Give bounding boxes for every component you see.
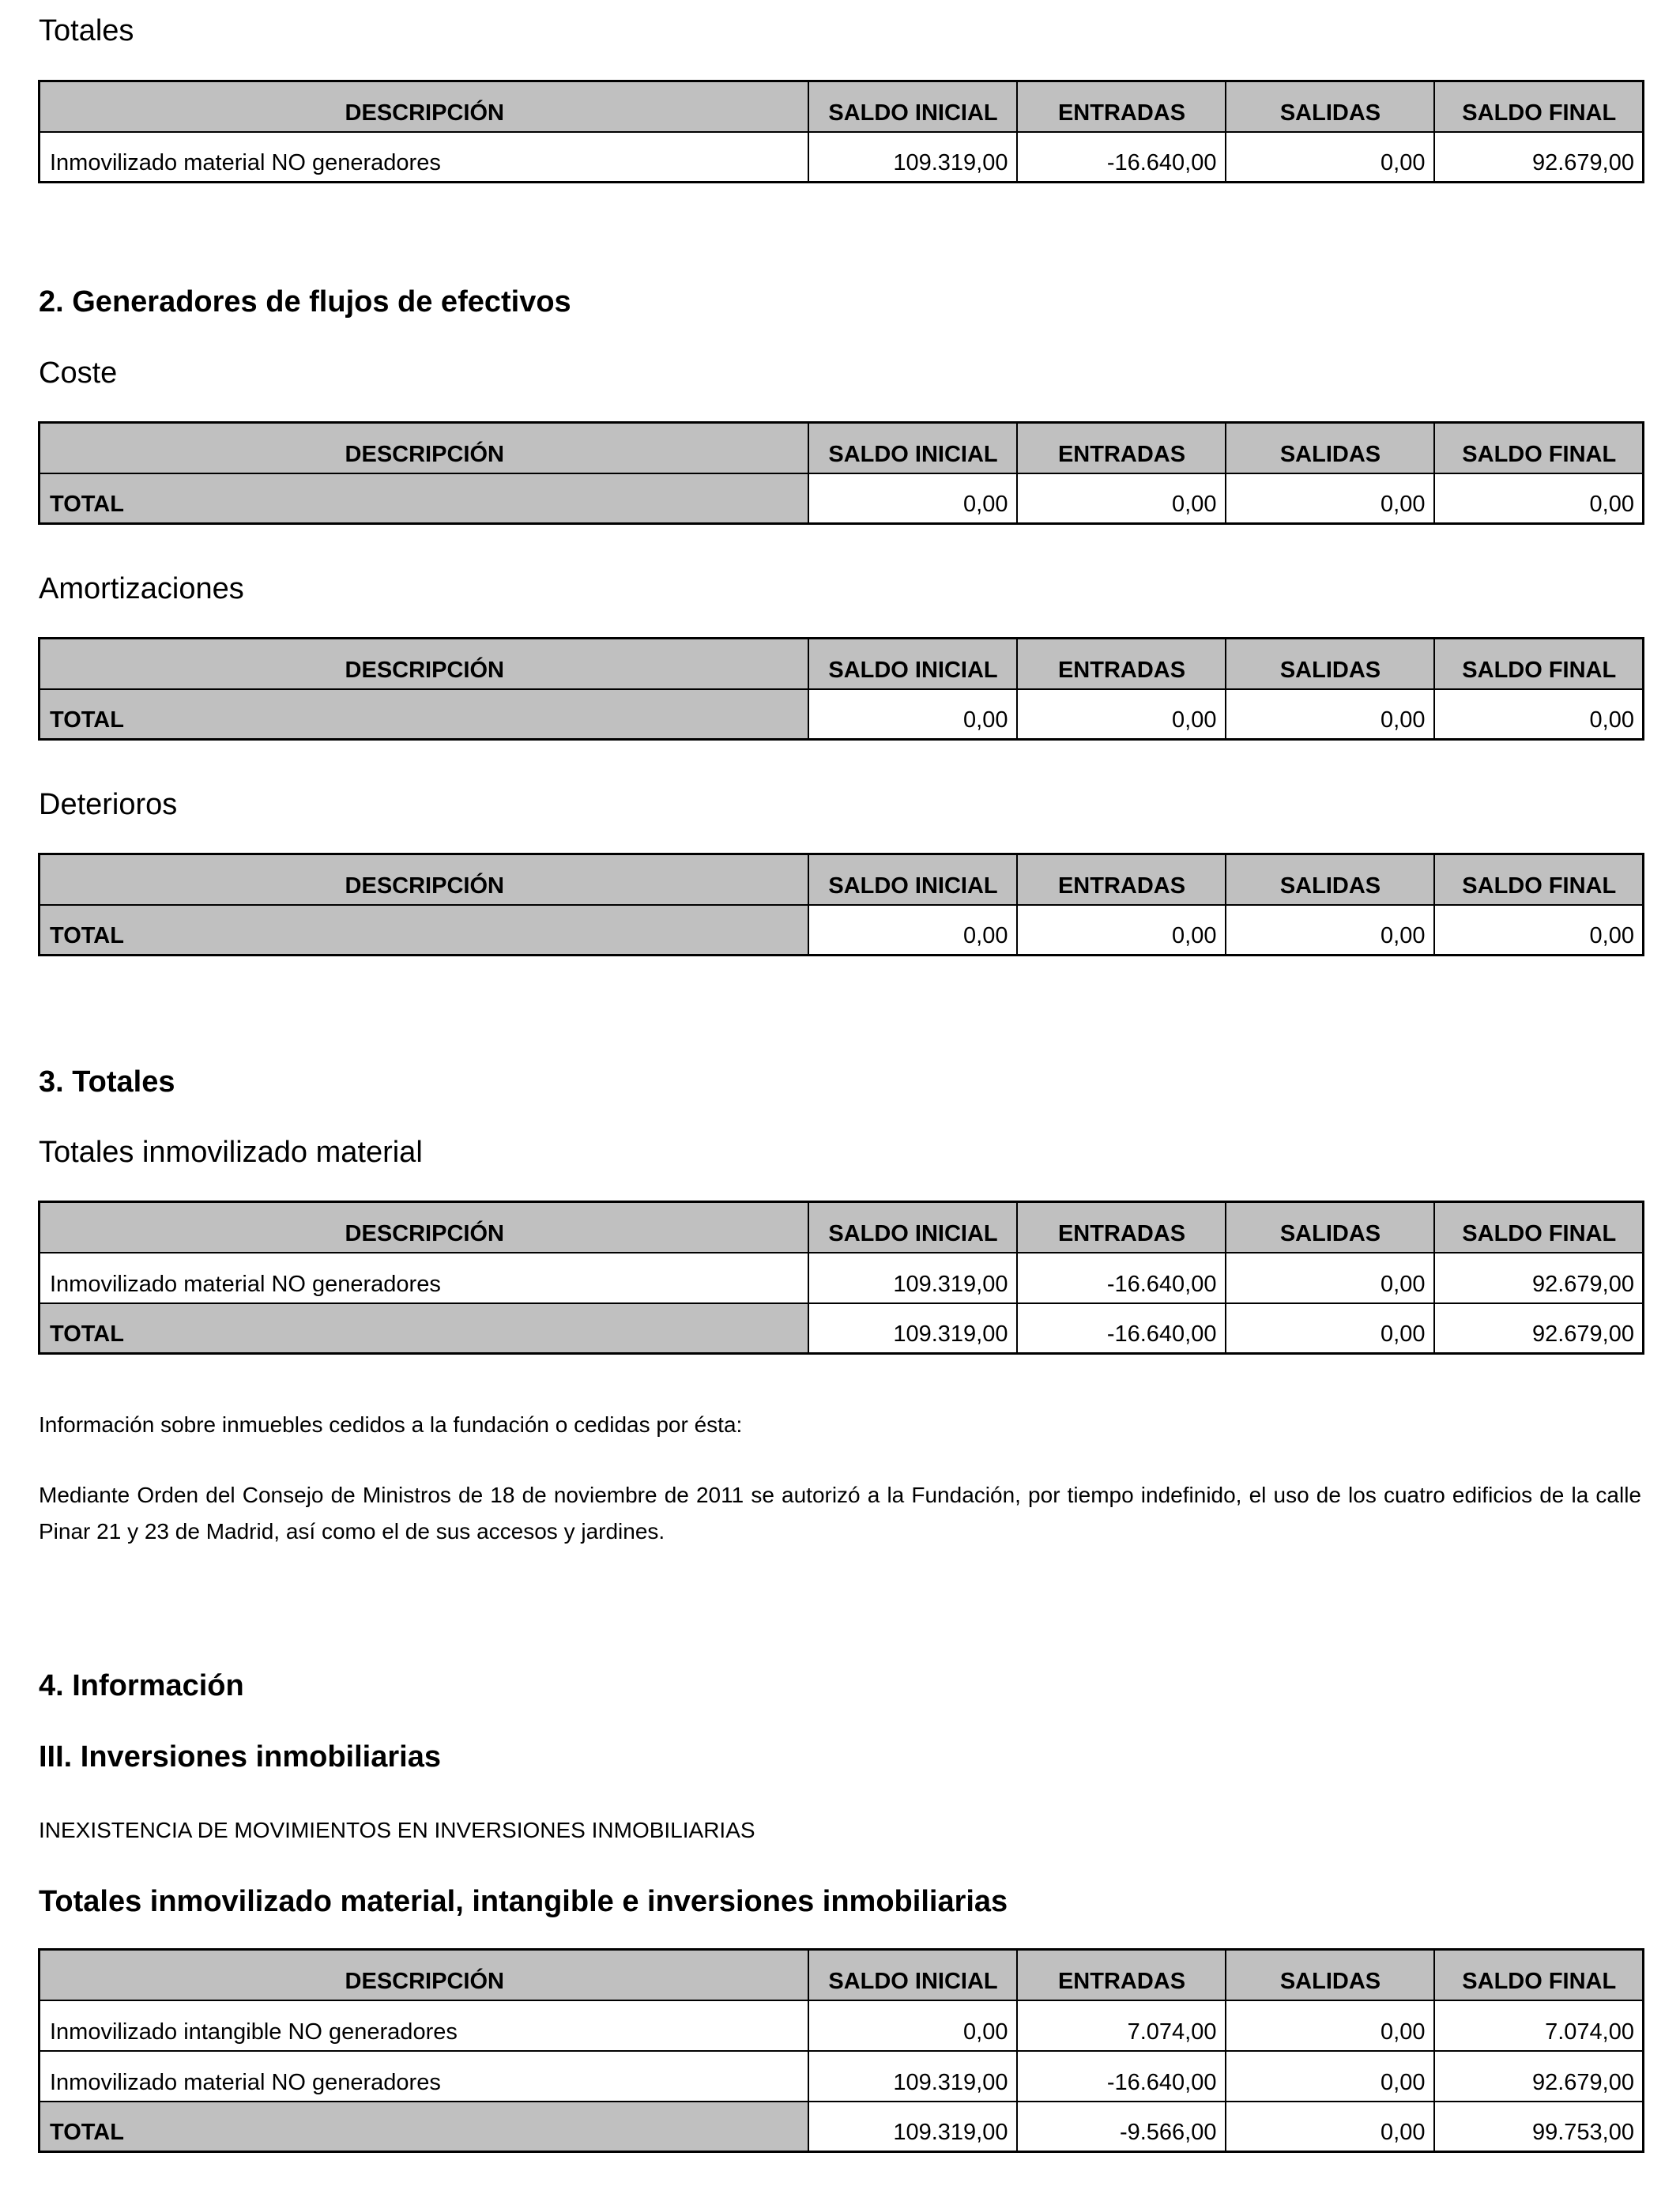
info-text: Mediante Orden del Consejo de Ministros de 18 de noviembre de 2011 se autorizó a la Fundación, por tiempo indefinido, el uso de los cuatro edificios de la calle Pinar 21 y 23 de Madrid, así como el de sus accesos y jardines.: [39, 1483, 1641, 1544]
col-saldo-inicial-header: SALDO INICIAL: [808, 81, 1017, 132]
total-row: [40, 2102, 1644, 2152]
col-saldo-final-header: SALDO FINAL: [1434, 81, 1644, 132]
header-row: [40, 854, 1644, 905]
col-entradas-header: ENTRADAS: [1017, 1202, 1226, 1253]
col-saldo-inicial-cell: 0,00: [808, 2000, 1017, 2051]
table-row: [40, 2000, 1644, 2051]
totales-inmovilizado-title: Totales inmovilizado material: [39, 1136, 423, 1169]
table-amortizaciones: [38, 637, 1644, 741]
col-descripcion-header: DESCRIPCIÓN: [40, 423, 808, 473]
col-entradas-cell: -16.640,00: [1017, 132, 1226, 183]
col-descripcion-cell: Inmovilizado material NO generadores: [40, 132, 808, 183]
col-salidas-header: SALIDAS: [1226, 1950, 1434, 2000]
col-descripcion-cell: Inmovilizado material NO generadores: [40, 1253, 808, 1303]
col-saldo-final-header: SALDO FINAL: [1434, 1202, 1644, 1253]
col-salidas-cell: 0,00: [1226, 1303, 1434, 1354]
table-row: [40, 132, 1644, 183]
col-saldo-inicial-cell: 109.319,00: [808, 1253, 1017, 1303]
info-label: Información sobre inmuebles cedidos a la fundación o cedidas por ésta:: [39, 1412, 743, 1437]
col-salidas-cell: 0,00: [1226, 132, 1434, 183]
col-saldo-final-cell: 0,00: [1434, 905, 1644, 956]
section-3-heading: 3. Totales: [39, 1065, 175, 1099]
col-salidas-header: SALIDAS: [1226, 854, 1434, 905]
col-saldo-inicial-header: SALDO INICIAL: [808, 639, 1017, 689]
col-saldo-final-header: SALDO FINAL: [1434, 854, 1644, 905]
table-totales-inmovilizado: [38, 1201, 1644, 1355]
deterioros-title: Deterioros: [39, 788, 178, 821]
col-descripcion-cell: Inmovilizado intangible NO generadores: [40, 2000, 808, 2051]
col-salidas-header: SALIDAS: [1226, 639, 1434, 689]
section-4-heading: 4. Información: [39, 1669, 244, 1702]
col-saldo-final-cell: 92.679,00: [1434, 132, 1644, 183]
col-descripcion-cell: TOTAL: [40, 473, 808, 524]
col-descripcion-header: DESCRIPCIÓN: [40, 1202, 808, 1253]
col-saldo-final-header: SALDO FINAL: [1434, 1950, 1644, 2000]
col-saldo-final-cell: 0,00: [1434, 689, 1644, 740]
col-entradas-cell: -16.640,00: [1017, 1253, 1226, 1303]
col-saldo-inicial-cell: 109.319,00: [808, 132, 1017, 183]
col-salidas-header: SALIDAS: [1226, 1202, 1434, 1253]
col-saldo-inicial-header: SALDO INICIAL: [808, 854, 1017, 905]
col-descripcion-cell: Inmovilizado material NO generadores: [40, 2051, 808, 2102]
col-entradas-header: ENTRADAS: [1017, 423, 1226, 473]
col-saldo-final-cell: 99.753,00: [1434, 2102, 1644, 2152]
table-row: [40, 2051, 1644, 2102]
col-saldo-inicial-cell: 0,00: [808, 689, 1017, 740]
col-descripcion-header: DESCRIPCIÓN: [40, 81, 808, 132]
col-saldo-inicial-cell: 109.319,00: [808, 2102, 1017, 2152]
col-entradas-header: ENTRADAS: [1017, 1950, 1226, 2000]
col-entradas-cell: 7.074,00: [1017, 2000, 1226, 2051]
header-row: [40, 639, 1644, 689]
col-entradas-header: ENTRADAS: [1017, 81, 1226, 132]
col-saldo-inicial-header: SALDO INICIAL: [808, 423, 1017, 473]
col-saldo-final-header: SALDO FINAL: [1434, 639, 1644, 689]
section-2-heading: 2. Generadores de flujos de efectivos: [39, 285, 571, 319]
col-salidas-header: SALIDAS: [1226, 423, 1434, 473]
col-entradas-cell: 0,00: [1017, 689, 1226, 740]
col-entradas-cell: 0,00: [1017, 473, 1226, 524]
col-entradas-cell: -9.566,00: [1017, 2102, 1226, 2152]
col-salidas-cell: 0,00: [1226, 2051, 1434, 2102]
col-salidas-cell: 0,00: [1226, 905, 1434, 956]
col-saldo-inicial-header: SALDO INICIAL: [808, 1202, 1017, 1253]
col-descripcion-cell: TOTAL: [40, 1303, 808, 1354]
table-deterioros: [38, 853, 1644, 956]
total-row: [40, 689, 1644, 740]
col-saldo-inicial-cell: 0,00: [808, 473, 1017, 524]
col-saldo-final-header: SALDO FINAL: [1434, 423, 1644, 473]
col-entradas-header: ENTRADAS: [1017, 854, 1226, 905]
col-entradas-cell: 0,00: [1017, 905, 1226, 956]
col-descripcion-cell: TOTAL: [40, 2102, 808, 2152]
col-salidas-cell: 0,00: [1226, 2102, 1434, 2152]
header-row: [40, 1950, 1644, 2000]
col-descripcion-header: DESCRIPCIÓN: [40, 639, 808, 689]
header-row: [40, 1202, 1644, 1253]
col-salidas-cell: 0,00: [1226, 689, 1434, 740]
table-totales-material-intangible: [38, 1948, 1644, 2153]
coste-title: Coste: [39, 356, 118, 390]
table-row: [40, 1253, 1644, 1303]
col-saldo-inicial-header: SALDO INICIAL: [808, 1950, 1017, 2000]
col-salidas-cell: 0,00: [1226, 473, 1434, 524]
col-saldo-inicial-cell: 109.319,00: [808, 1303, 1017, 1354]
table-coste: [38, 421, 1644, 525]
col-saldo-inicial-cell: 109.319,00: [808, 2051, 1017, 2102]
col-salidas-cell: 0,00: [1226, 2000, 1434, 2051]
col-entradas-cell: -16.640,00: [1017, 2051, 1226, 2102]
total-row: [40, 1303, 1644, 1354]
header-row: [40, 81, 1644, 132]
col-saldo-final-cell: 92.679,00: [1434, 1303, 1644, 1354]
col-salidas-cell: 0,00: [1226, 1253, 1434, 1303]
col-saldo-final-cell: 92.679,00: [1434, 2051, 1644, 2102]
header-row: [40, 423, 1644, 473]
col-saldo-final-cell: 7.074,00: [1434, 2000, 1644, 2051]
col-salidas-header: SALIDAS: [1226, 81, 1434, 132]
total-row: [40, 905, 1644, 956]
col-descripcion-cell: TOTAL: [40, 689, 808, 740]
col-saldo-inicial-cell: 0,00: [808, 905, 1017, 956]
col-descripcion-header: DESCRIPCIÓN: [40, 1950, 808, 2000]
col-saldo-final-cell: 0,00: [1434, 473, 1644, 524]
col-descripcion-header: DESCRIPCIÓN: [40, 854, 808, 905]
table-totales: [38, 80, 1644, 183]
amortizaciones-title: Amortizaciones: [39, 572, 244, 605]
col-descripcion-cell: TOTAL: [40, 905, 808, 956]
col-saldo-final-cell: 92.679,00: [1434, 1253, 1644, 1303]
total-row: [40, 473, 1644, 524]
section-totales-title: Totales: [39, 14, 134, 47]
inexistencia-note: INEXISTENCIA DE MOVIMIENTOS EN INVERSIONES INMOBILIARIAS: [39, 1818, 755, 1842]
col-entradas-header: ENTRADAS: [1017, 639, 1226, 689]
totales-material-intangible-heading: Totales inmovilizado material, intangible e inversiones inmobiliarias: [39, 1885, 1008, 1918]
col-entradas-cell: -16.640,00: [1017, 1303, 1226, 1354]
inversiones-heading: III. Inversiones inmobiliarias: [39, 1740, 441, 1774]
